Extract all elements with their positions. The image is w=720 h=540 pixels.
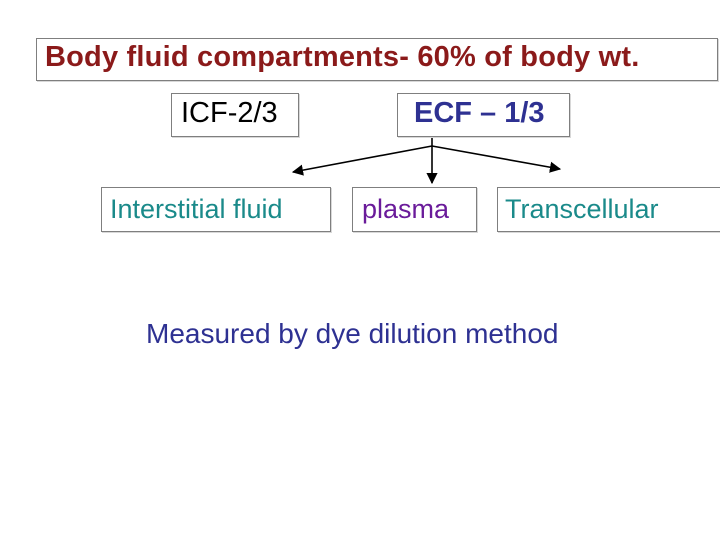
interstitial-fluid-box — [101, 187, 331, 232]
plasma-box — [352, 187, 477, 232]
diagram-title: Body fluid compartments- 60% of body wt. — [45, 41, 640, 73]
transcellular-label: Transcellular — [505, 194, 659, 224]
plasma-label: plasma — [362, 194, 450, 224]
icf-label: ICF-2/3 — [181, 97, 278, 129]
arrow-to-interstitial — [293, 146, 432, 172]
arrow-to-transcellular — [432, 146, 560, 169]
measurement-note: Measured by dye dilution method — [146, 318, 559, 349]
transcellular-box — [497, 187, 720, 232]
interstitial-fluid-label: Interstitial fluid — [110, 194, 283, 224]
ecf-label: ECF – 1/3 — [414, 97, 545, 129]
